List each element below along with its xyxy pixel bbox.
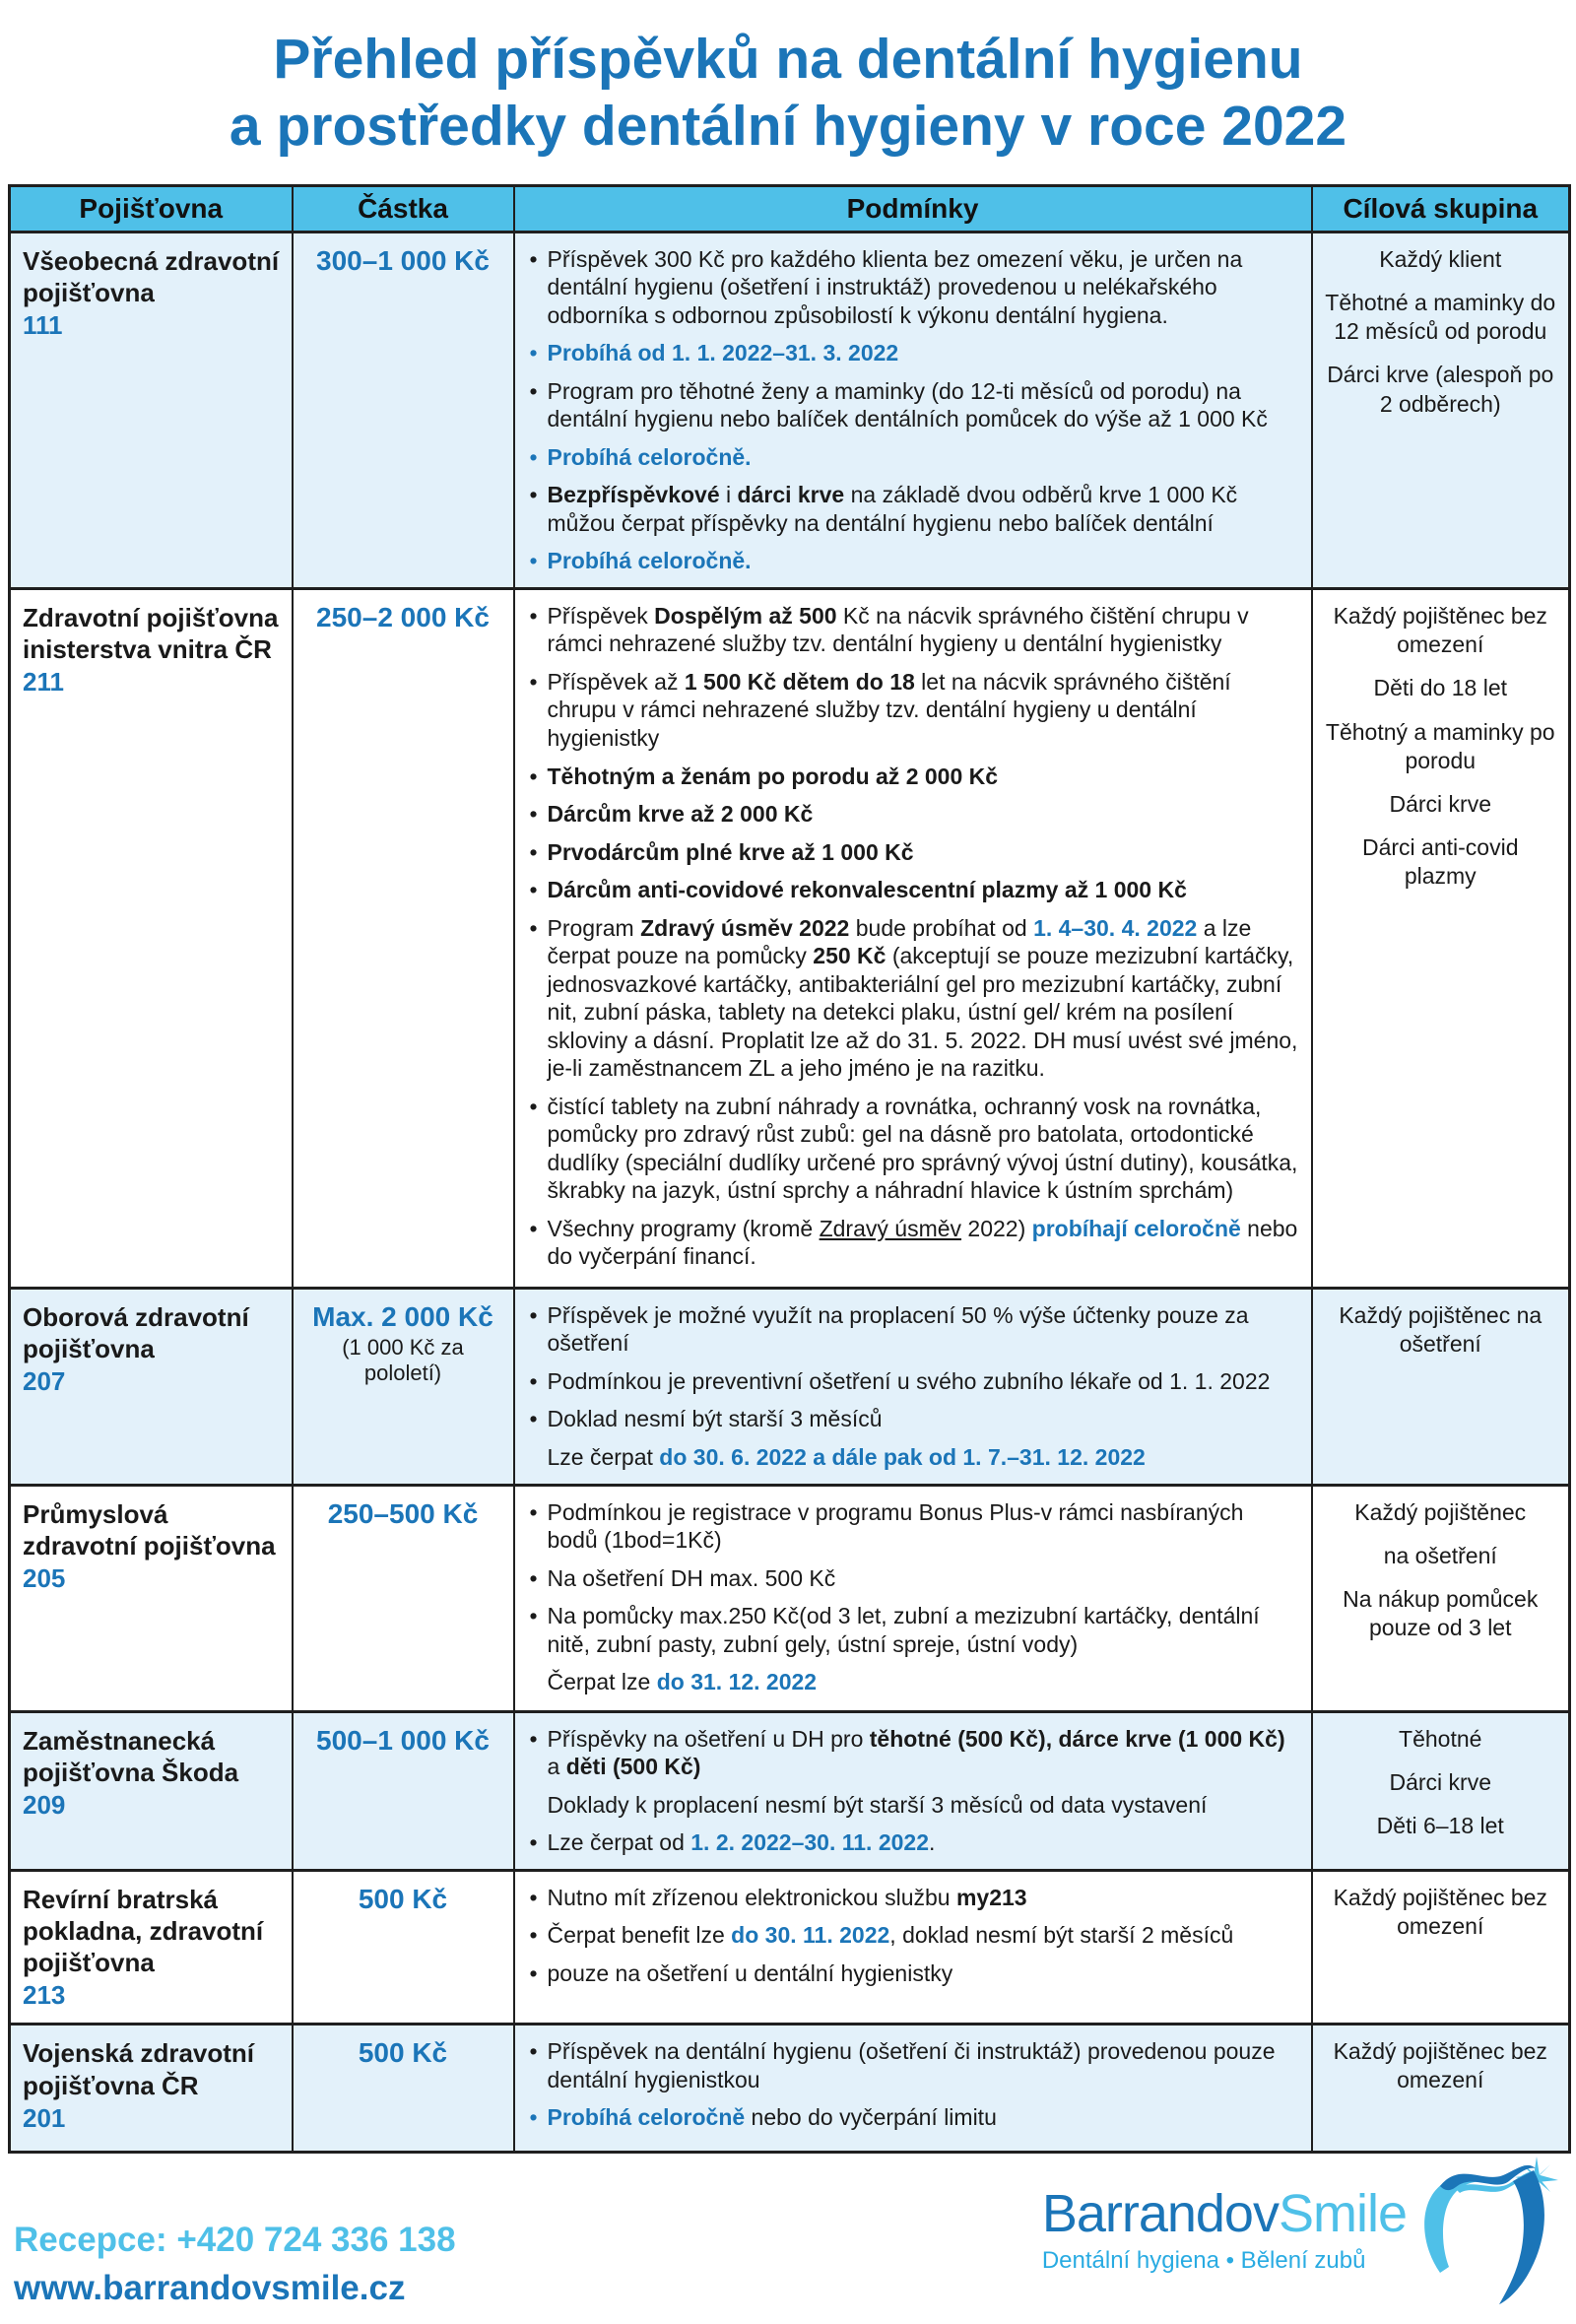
amount-value: 300–1 000 Kč [316, 244, 490, 276]
condition-item [527, 1884, 1299, 1912]
insurer-code: 213 [23, 1980, 66, 2011]
target-group: Na nákup pomůcek pouze od 3 let [1343, 1585, 1539, 1641]
target-cell [1312, 1711, 1570, 1870]
table-row [10, 588, 1570, 1288]
table-row [10, 1485, 1570, 1711]
target-group: Těhotný a maminky po porodu [1325, 718, 1555, 773]
condition-item [527, 1215, 1299, 1271]
conditions-cell [514, 232, 1312, 588]
footer [0, 2157, 1576, 2310]
insurer-cell [10, 2025, 293, 2153]
condition-text: nebo do vyčerpání limitu [745, 2104, 997, 2131]
condition-text: 250 Kč [813, 943, 886, 969]
condition-text: Čerpat lze [547, 1669, 657, 1695]
target-group: Každý pojištěnec bez omezení [1333, 602, 1547, 658]
table-row [10, 1711, 1570, 1870]
condition-item [527, 668, 1299, 753]
bullet-icon: • [529, 1498, 538, 1525]
amount-value: 250–500 Kč [327, 1497, 479, 1529]
amount-cell [293, 1870, 514, 2025]
condition-item [527, 1367, 1299, 1396]
condition-text: do 30. 11. 2022 [731, 1922, 890, 1949]
logo [1042, 2157, 1560, 2310]
condition-item [527, 1602, 1299, 1658]
condition-text: a lze čerpat pouze na pomůcky [547, 914, 1252, 969]
condition-text: Probíhá od 1. 1. 2022–31. 3. 2022 [547, 340, 899, 366]
amount-cell [293, 1711, 514, 1870]
table-row [10, 2025, 1570, 2153]
condition-item [527, 800, 1299, 829]
reception-phone: Recepce: +420 724 336 138 [14, 2220, 456, 2259]
condition-text: probíhají celoročně [1031, 1215, 1241, 1241]
brand-name-dark: Barrandov [1041, 2183, 1279, 2243]
target-cell [1312, 1485, 1570, 1711]
bullet-icon: • [529, 2038, 538, 2065]
target-cell [1312, 1870, 1570, 2025]
condition-text: 1. 4–30. 4. 2022 [1033, 914, 1198, 941]
bullet-icon: • [529, 1215, 538, 1241]
insurer-cell [10, 1485, 293, 1711]
condition-text: do 30. 6. 2022 a dále pak od 1. 7.–31. 12. 2022 [659, 1444, 1146, 1470]
condition-text: a [547, 1754, 566, 1780]
bullet-icon: • [529, 482, 538, 508]
condition-text: . [929, 1829, 936, 1856]
page-title-line2: a prostředky dentální hygieny v roce 2022 [229, 95, 1347, 159]
condition-text: , doklad nesmí být starší 2 měsíců [889, 1922, 1234, 1949]
condition-item [527, 1725, 1299, 1781]
target-cell [1312, 1288, 1570, 1485]
amount-cell [293, 588, 514, 1288]
bullet-icon: • [529, 1564, 538, 1591]
condition-text: dárci krve [737, 482, 845, 508]
website-link[interactable]: www.barrandovsmile.cz [14, 2268, 406, 2307]
condition-item [527, 443, 1299, 472]
bullet-icon: • [529, 763, 538, 789]
bullet-icon: • [529, 1829, 538, 1856]
condition-item [527, 1921, 1299, 1950]
condition-text: Zdravý úsměv [819, 1215, 962, 1241]
bullet-icon: • [529, 877, 538, 903]
condition-text: Doklad nesmí být starší 3 měsíců [547, 1406, 883, 1432]
bullet-icon: • [529, 245, 538, 272]
condition-item [527, 602, 1299, 658]
condition-text: i [719, 482, 738, 508]
amount-value: 500 Kč [358, 2037, 448, 2069]
condition-text: Doklady k proplacení nesmí být starší 3 měsíců od data vystavení [547, 1791, 1208, 1818]
condition-text: Prvodárcům plné krve až 1 000 Kč [547, 838, 914, 865]
bullet-icon: • [529, 1301, 538, 1328]
column-header-4: Cílová skupina [1312, 185, 1570, 232]
condition-text: my213 [955, 1884, 1027, 1910]
bullet-icon: • [529, 914, 538, 941]
conditions-cell [514, 1485, 1312, 1711]
condition-text: (akceptují se pouze mezizubní kartáčky, jednosvazkové kartáčky, antibakteriální gel pro mezizubní kartáčky, zubní nit, zubní páska, tablety na detekci plaku, ústní gel/ krém na posílení skloviny a dásní. Proplatit lze až do 31. 5. 2022. DH musí uvést své jméno, je-li zaměstnancem ZL a jeho jméno je na razitku. [547, 943, 1298, 1082]
conditions-cell [514, 2025, 1312, 2153]
condition-item [527, 876, 1299, 904]
insurer-name: Všeobecná zdravotní pojišťovna [23, 245, 280, 308]
conditions-cell [514, 588, 1312, 1288]
condition-item [527, 339, 1299, 367]
target-group: Dárci krve [1389, 1768, 1491, 1795]
insurer-cell [10, 1870, 293, 2025]
condition-text: Dárcům anti-covidové rekonvalescentní plazmy až 1 000 Kč [547, 877, 1187, 903]
target-group: Dárci krve [1389, 790, 1491, 817]
condition-text: Příspěvek [547, 602, 655, 629]
condition-item [527, 1564, 1299, 1593]
footer-contact [14, 2216, 456, 2310]
insurer-cell [10, 588, 293, 1288]
target-group: Těhotné a maminky do 12 měsíců od porodu [1325, 289, 1556, 345]
condition-text: 2022) [961, 1215, 1032, 1241]
bullet-icon: • [529, 2104, 538, 2131]
bullet-icon: • [529, 443, 538, 470]
condition-text: Příspěvek je možné využít na proplacení 50 % výše účtenky pouze za ošetření [547, 1301, 1249, 1357]
bullet-icon: • [529, 838, 538, 865]
target-group: Každý klient [1379, 245, 1502, 272]
amount-value: 500 Kč [358, 1883, 448, 1914]
insurer-name: Zaměstnanecká pojišťovna Škoda [23, 1725, 239, 1787]
insurer-code: 201 [23, 2102, 66, 2133]
amount-cell [293, 1485, 514, 1711]
condition-item [527, 1093, 1299, 1205]
condition-text: Zdravý úsměv 2022 [640, 914, 850, 941]
condition-text: Dárcům krve až 2 000 Kč [547, 801, 814, 828]
condition-item [527, 1443, 1299, 1472]
insurer-code: 211 [23, 667, 64, 697]
column-header-3: Podmínky [514, 185, 1312, 232]
condition-item [527, 2103, 1299, 2132]
condition-text: Podmínkou je registrace v programu Bonus Plus-v rámci nasbíraných bodů (1bod=1Kč) [547, 1498, 1244, 1554]
table-row [10, 232, 1570, 588]
condition-text: Kč na nácvik správného čištění chrupu v rámci nehrazené služby tzv. dentální hygieny u dentální hygienistky [547, 602, 1249, 657]
conditions-cell [514, 1870, 1312, 2025]
condition-text: Program pro těhotné ženy a maminky (do 12-ti měsíců od porodu) na dentální hygienu nebo balíček dentálních pomůcek do výše až 1 000 Kč [547, 377, 1268, 432]
target-group: Děti 6–18 let [1376, 1812, 1504, 1838]
amount-value: 250–2 000 Kč [316, 601, 490, 632]
condition-text: 1. 2. 2022–30. 11. 2022 [690, 1829, 929, 1856]
table-header-row [10, 185, 1570, 232]
bullet-icon: • [529, 1093, 538, 1119]
table-row [10, 1870, 1570, 2025]
target-group: Dárci anti-covid plazmy [1362, 834, 1519, 890]
insurer-cell [10, 1711, 293, 1870]
brand-name-light: Smile [1278, 2183, 1407, 2243]
amount-note: (1 000 Kč za pololetí) [342, 1335, 464, 1386]
condition-item [527, 914, 1299, 1083]
condition-item [527, 1668, 1299, 1696]
column-header-1: Pojišťovna [10, 185, 293, 232]
target-group: Každý pojištěnec na ošetření [1339, 1301, 1543, 1358]
condition-item [527, 481, 1299, 537]
condition-item [527, 547, 1299, 575]
bullet-icon: • [529, 1603, 538, 1629]
benefits-table [8, 184, 1571, 2155]
condition-text: na základě dvou odběrů krve 1 000 Kč můžou čerpat příspěvky na dentální hygienu nebo balíček dentální [547, 482, 1238, 536]
condition-text: bude probíhat od [849, 914, 1034, 941]
insurer-code: 209 [23, 1789, 66, 1820]
condition-text: Příspěvek 300 Kč pro každého klienta bez omezení věku, je určen na dentální hygienu (ošetření i instruktáž) provedenou u nelékařského odborníka s odbornou způsobilostí k výkonu dentální hygiena. [547, 245, 1243, 328]
amount-value: 500–1 000 Kč [316, 1724, 490, 1756]
condition-text: čistící tablety na zubní náhrady a rovnátka, ochranný vosk na rovnátka, pomůcky pro zdravý růst zubů: gel na dásně pro batolata, ortodontické dudlíky (speciální dudlíky určené pro správný vývoj ústní dutiny), kousátka, škrabky na jazyk, ústní sprchy a náhradní hlavice k ústním sprchám) [547, 1093, 1298, 1204]
column-header-2: Částka [293, 185, 514, 232]
condition-item [527, 2037, 1299, 2093]
brand-name [1041, 2183, 1407, 2243]
condition-item [527, 1791, 1299, 1820]
target-group: Každý pojištěnec bez omezení [1333, 2038, 1547, 2093]
page-title [20, 26, 1556, 161]
condition-text: Program [547, 914, 641, 941]
target-group: Každý pojištěnec bez omezení [1333, 1884, 1547, 1939]
condition-text: Lze čerpat [547, 1444, 660, 1470]
condition-text: 1 500 Kč dětem do 18 [684, 668, 915, 695]
insurer-cell [10, 1288, 293, 1485]
condition-item [527, 377, 1299, 433]
condition-text: Všechny programy (kromě [547, 1215, 820, 1241]
conditions-cell [514, 1711, 1312, 1870]
condition-text: Dospělým až 500 [654, 602, 837, 629]
target-cell [1312, 232, 1570, 588]
bullet-icon: • [529, 1922, 538, 1949]
insurer-name: Vojenská zdravotní pojišťovna ČR [23, 2038, 255, 2100]
condition-item [527, 838, 1299, 867]
condition-text: do 31. 12. 2022 [656, 1669, 818, 1695]
bullet-icon: • [529, 548, 538, 574]
condition-text: Těhotným a ženám po porodu až 2 000 Kč [547, 763, 999, 789]
table-row [10, 1288, 1570, 1485]
target-cell [1312, 588, 1570, 1288]
condition-text: Probíhá celoročně. [547, 548, 752, 574]
condition-text: Čerpat benefit lze [547, 1922, 732, 1949]
condition-item [527, 1828, 1299, 1857]
insurer-name: Oborová zdravotní pojišťovna [23, 1301, 249, 1364]
condition-item [527, 1301, 1299, 1358]
condition-item [527, 245, 1299, 330]
bullet-icon: • [529, 602, 538, 629]
condition-text: pouze na ošetření u dentální hygienistky [547, 1959, 953, 1986]
condition-text: Lze čerpat od [547, 1829, 691, 1856]
condition-text: Příspěvky na ošetření u DH pro [547, 1725, 870, 1752]
condition-text: Na ošetření DH max. 500 Kč [547, 1564, 836, 1591]
condition-text: nebo do vyčerpání financí. [547, 1215, 1298, 1270]
bullet-icon: • [529, 340, 538, 366]
condition-text: let na nácvik správného čištění chrupu v rámci nehrazené služby tzv. dentální hygieny u dentální hygienistky [547, 668, 1231, 751]
insurer-code: 111 [23, 310, 63, 341]
condition-item [527, 1405, 1299, 1433]
target-group: Těhotné [1399, 1725, 1482, 1752]
insurer-name: Revírní bratrská pokladna, zdravotní pojišťovna [23, 1884, 264, 1978]
condition-item [527, 1959, 1299, 1988]
condition-text: Příspěvek až [547, 668, 685, 695]
bullet-icon: • [529, 1406, 538, 1432]
condition-item [527, 763, 1299, 791]
bullet-icon: • [529, 377, 538, 404]
bullet-icon: • [529, 1959, 538, 1986]
logo-text [1041, 2183, 1407, 2276]
bullet-icon: • [529, 801, 538, 828]
logo-tagline: Dentální hygiena • Bělení zubů [1041, 2247, 1366, 2275]
target-group: na ošetření [1383, 1542, 1497, 1568]
amount-cell [293, 2025, 514, 2153]
condition-text: Nutno mít zřízenou elektronickou službu [547, 1884, 956, 1910]
target-group: Dárci krve (alespoň po 2 odběrech) [1327, 362, 1554, 417]
conditions-cell [514, 1288, 1312, 1485]
insurer-cell [10, 232, 293, 588]
amount-cell [293, 1288, 514, 1485]
target-group: Každý pojištěnec [1354, 1498, 1527, 1525]
condition-text: Podmínkou je preventivní ošetření u svého zubního lékaře od 1. 1. 2022 [547, 1367, 1271, 1394]
bullet-icon: • [529, 668, 538, 695]
tooth-icon [1411, 2157, 1560, 2304]
condition-text: těhotné (500 Kč), dárce krve (1 000 Kč) [869, 1725, 1285, 1752]
target-cell [1312, 2025, 1570, 2153]
bullet-icon: • [529, 1884, 538, 1910]
condition-text: Na pomůcky max.250 Kč(od 3 let, zubní a mezizubní kartáčky, dentální nitě, zubní pasty, zubní gely, ústní spreje, ústní vody) [547, 1603, 1260, 1657]
condition-text: děti (500 Kč) [565, 1754, 701, 1780]
amount-cell [293, 232, 514, 588]
condition-text: Bezpříspěvkové [547, 482, 720, 508]
insurer-name: Zdravotní pojišťovna inisterstva vnitra ČR [23, 602, 279, 665]
insurer-code: 207 [23, 1366, 66, 1397]
bullet-icon: • [529, 1367, 538, 1394]
amount-value: Max. 2 000 Kč [312, 1300, 493, 1332]
bullet-icon: • [529, 1725, 538, 1752]
condition-text: Probíhá celoročně [547, 2104, 746, 2131]
insurer-name: Průmyslová zdravotní pojišťovna [23, 1498, 276, 1560]
insurer-code: 205 [23, 1562, 66, 1593]
condition-text: Probíhá celoročně. [547, 443, 752, 470]
target-group: Děti do 18 let [1373, 675, 1508, 701]
page-title-line1: Přehled příspěvků na dentální hygienu [273, 28, 1303, 91]
condition-text: Příspěvek na dentální hygienu (ošetření či instruktáž) provedenou pouze dentální hygienistkou [547, 2038, 1276, 2092]
condition-item [527, 1498, 1299, 1555]
